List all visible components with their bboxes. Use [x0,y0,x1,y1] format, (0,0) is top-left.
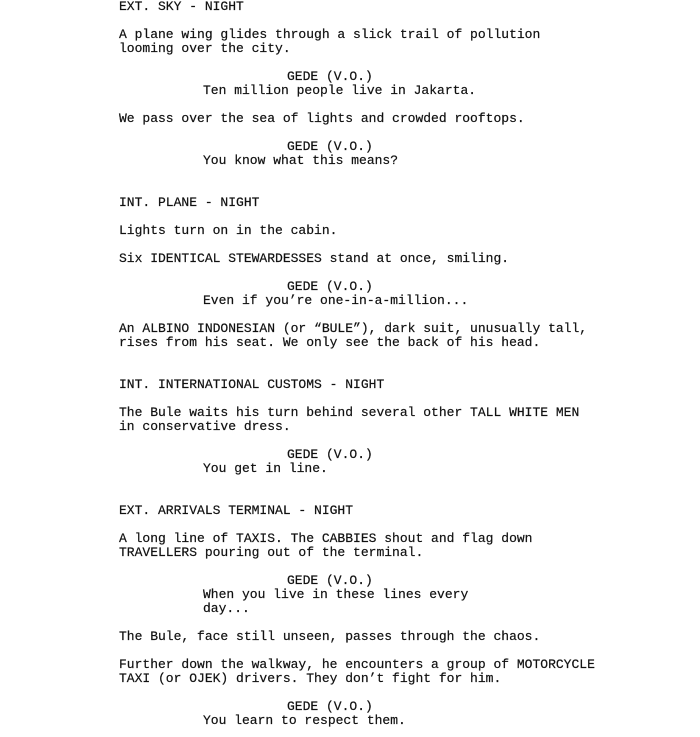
action-line: The Bule waits his turn behind several other TALL WHITE MEN [119,405,580,420]
dialogue-line: You learn to respect them. [203,713,406,728]
action-line: Further down the walkway, he encounters a group of MOTORCYCLE [119,657,595,672]
action-line: A plane wing glides through a slick trail of pollution [119,27,541,42]
dialogue-line: Ten million people live in Jakarta. [203,83,477,98]
action-line: A long line of TAXIS. The CABBIES shout and flag down [119,531,533,546]
action-line: TRAVELLERS pouring out of the terminal. [119,545,424,560]
character-cue: GEDE (V.O.) [287,139,373,154]
action-line: rises from his seat. We only see the back of his head. [119,335,541,350]
dialogue-line: You know what this means? [203,153,399,168]
character-cue: GEDE (V.O.) [287,279,373,294]
action-line: The Bule, face still unseen, passes through the chaos. [119,629,541,644]
character-cue: GEDE (V.O.) [287,447,373,462]
dialogue-line: When you live in these lines every [203,587,469,602]
character-cue: GEDE (V.O.) [287,573,373,588]
action-line: An ALBINO INDONESIAN (or “BULE”), dark suit, unusually tall, [119,321,588,336]
scene-heading: EXT. SKY - NIGHT [119,0,244,14]
character-cue: GEDE (V.O.) [287,699,373,714]
action-line: Lights turn on in the cabin. [119,223,338,238]
action-line: Six IDENTICAL STEWARDESSES stand at once, smiling. [119,251,510,266]
action-line: looming over the city. [119,41,291,56]
character-cue: GEDE (V.O.) [287,69,373,84]
action-line: We pass over the sea of lights and crowded rooftops. [119,111,525,126]
scene-heading: INT. INTERNATIONAL CUSTOMS - NIGHT [119,377,385,392]
action-line: in conservative dress. [119,419,291,434]
scene-heading: EXT. ARRIVALS TERMINAL - NIGHT [119,503,354,518]
dialogue-line: You get in line. [203,461,328,476]
dialogue-line: day... [203,601,250,616]
scene-heading: INT. PLANE - NIGHT [119,195,260,210]
dialogue-line: Even if you’re one-in-a-million... [203,293,469,308]
action-line: TAXI (or OJEK) drivers. They don’t fight for him. [119,671,502,686]
